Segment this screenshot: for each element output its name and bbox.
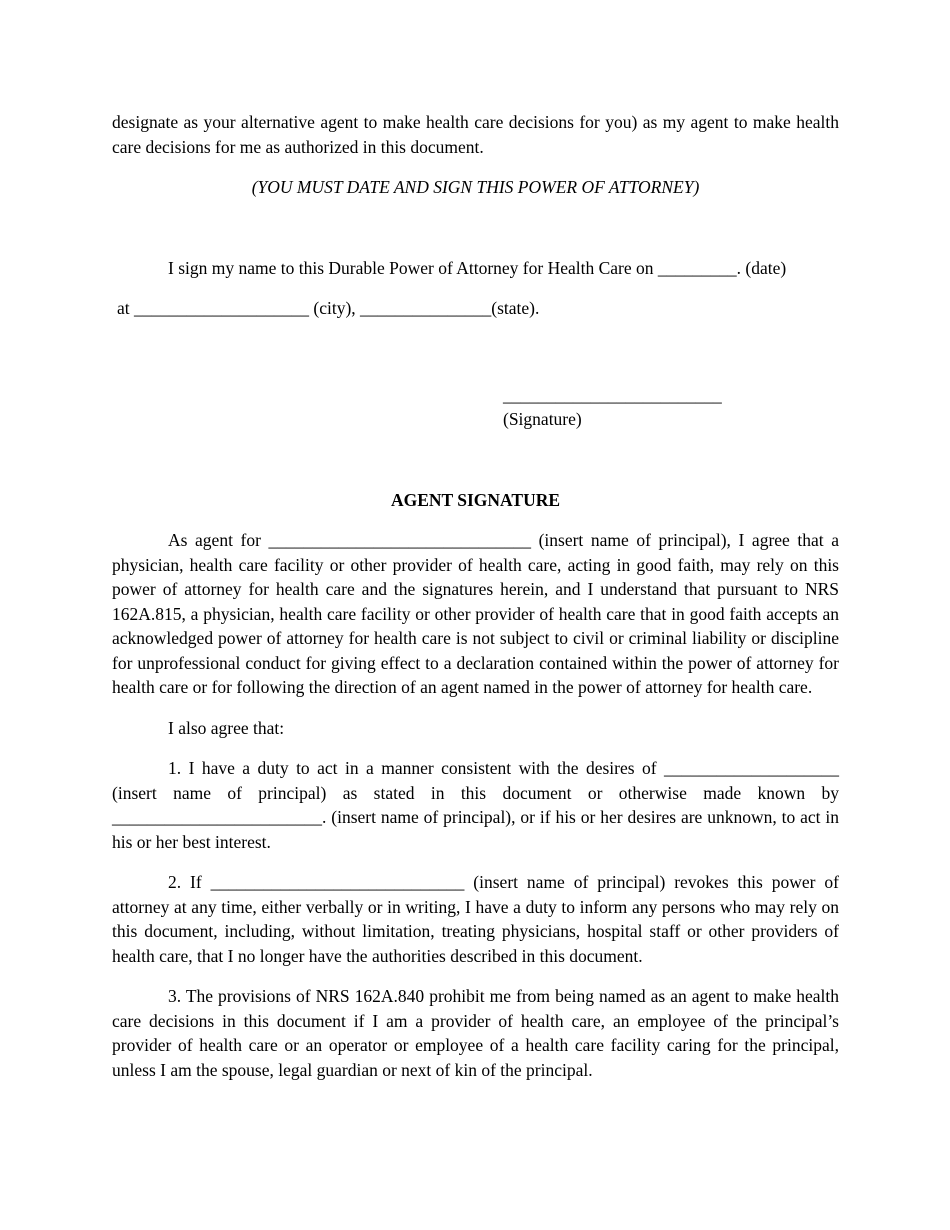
also-agree-text: I also agree that: xyxy=(168,717,285,738)
sign-date-line: I sign my name to this Durable Power of Attorney for Health Care on _________. (date) xyxy=(168,257,787,278)
signature-line: _________________________ xyxy=(503,384,722,405)
sign-location-line: at ____________________ (city), _______________(state). xyxy=(117,298,540,318)
document-page xyxy=(112,110,839,1082)
agreement-item-2: 2. If _____________________________ (insert name of principal) revokes this power of attorney at any time, either verbally or in writing, I have a duty to inform any persons who may rely on this document, including, without limitation, treating physicians, hospital staff or other providers of health care, that I no longer have the authorities described in this document. xyxy=(112,872,839,966)
agreement-item-3: 3. The provisions of NRS 162A.840 prohibit me from being named as an agent to make health care decisions in this document if I am a provider of health care, an employee of the principal’s provider of health care or an operator or employee of a health care facility caring for the principal, unless I am the spouse, legal guardian or next of kin of the principal. xyxy=(112,986,839,1080)
signature-block xyxy=(112,383,839,432)
agent-paragraph: As agent for ______________________________ (insert name of principal), I agree that a physician, health care facility or other provider of health care, acting in good faith, may rely on this power of attorney for health care and the signatures herein, and I understand that pursuant to NRS 162A.815, a physician, health care facility or other provider of health care that in good faith accepts an acknowledged power of attorney for health care is not subject to civil or criminal liability or discipline for unprofessional conduct for giving effect to a declaration contained within the power of attorney for health care or for following the direction of an agent named in the power of attorney for health care. xyxy=(112,530,839,697)
must-sign-notice: (YOU MUST DATE AND SIGN THIS POWER OF ATTORNEY) xyxy=(251,177,700,197)
signature-label: (Signature) xyxy=(503,409,582,429)
agreement-item-1: 1. I have a duty to act in a manner consistent with the desires of ____________________ (insert name of principal) as stated in this document or otherwise made known by ________________________. (insert name of principal), or if his or her desires are unknown, to act in his or her best interest. xyxy=(112,758,839,852)
intro-paragraph: designate as your alternative agent to make health care decisions for you) as my agent to make health care decisions for me as authorized in this document. xyxy=(112,112,839,157)
agent-signature-heading: AGENT SIGNATURE xyxy=(390,489,561,510)
